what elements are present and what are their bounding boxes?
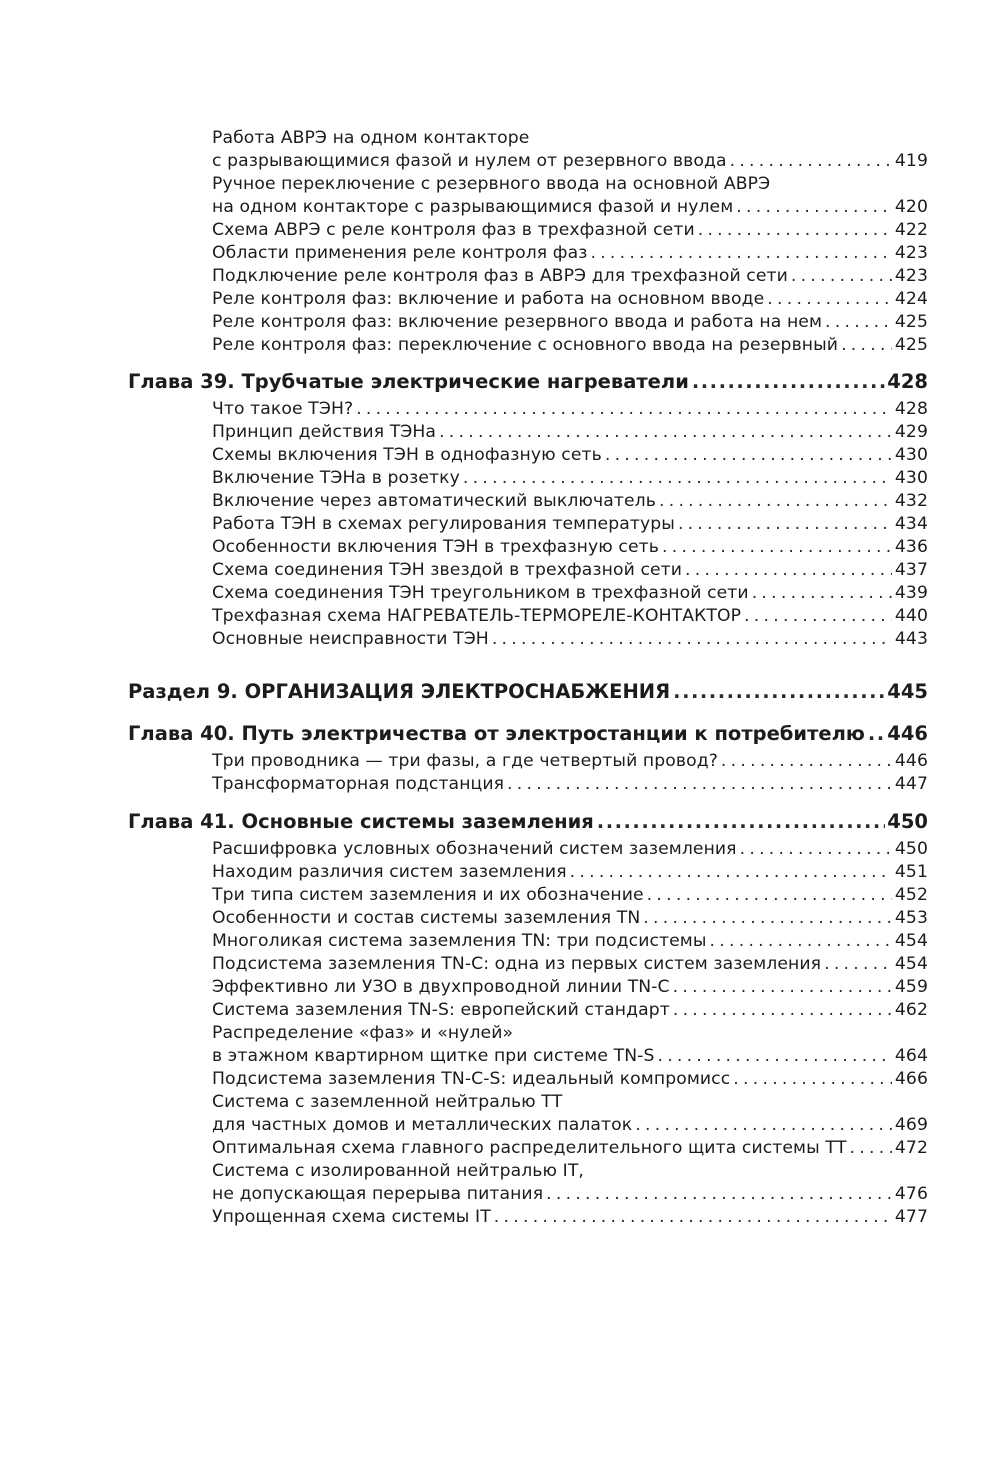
toc-entry-title: Упрощенная схема системы IT bbox=[212, 1207, 491, 1227]
toc-entry-page: 436 bbox=[894, 537, 928, 557]
leader-dots bbox=[824, 953, 892, 976]
toc-entry bbox=[212, 628, 928, 651]
toc-entry-title: Ручное переключение с резервного ввода на основной АВРЭ bbox=[212, 174, 771, 194]
toc-entry bbox=[212, 559, 928, 582]
leader-dots bbox=[850, 1137, 892, 1160]
toc-entry-page: 450 bbox=[894, 839, 928, 859]
toc-chapter-heading bbox=[128, 368, 928, 396]
toc-entry-page: 459 bbox=[894, 977, 928, 997]
leader-dots bbox=[507, 773, 892, 796]
toc-entry-title: Схема соединения ТЭН треугольником в трехфазной сети bbox=[212, 583, 749, 603]
toc-entry-page: 451 bbox=[894, 862, 928, 882]
leader-dots bbox=[733, 1068, 892, 1091]
toc-chapter-heading bbox=[128, 720, 928, 748]
leader-dots bbox=[692, 368, 885, 396]
toc-entry bbox=[212, 219, 928, 242]
leader-dots bbox=[868, 720, 885, 748]
toc-entry bbox=[212, 582, 928, 605]
toc-entry-title: на одном контакторе с разрывающимися фазой и нулем bbox=[212, 197, 734, 217]
leader-dots bbox=[492, 628, 892, 651]
toc-entry bbox=[212, 1022, 928, 1045]
toc-entry-title: Трансформаторная подстанция bbox=[212, 774, 505, 794]
toc-entry-page: 437 bbox=[894, 560, 928, 580]
toc-entry-page: 446 bbox=[894, 751, 928, 771]
toc-entry-page: 428 bbox=[894, 399, 928, 419]
toc-entry-page: 419 bbox=[894, 151, 928, 171]
toc-heading-page: 428 bbox=[887, 370, 928, 393]
toc-entry bbox=[212, 999, 928, 1022]
toc-entry bbox=[212, 1068, 928, 1091]
toc-heading-page: 446 bbox=[887, 722, 928, 745]
toc-entry-page: 466 bbox=[894, 1069, 928, 1089]
toc-entry-title: Что такое ТЭН? bbox=[212, 399, 354, 419]
toc-entry-title: с разрывающимися фазой и нулем от резервного ввода bbox=[212, 151, 727, 171]
toc-entry bbox=[212, 490, 928, 513]
toc-entry bbox=[212, 150, 928, 173]
toc-entry bbox=[212, 421, 928, 444]
toc-entry bbox=[212, 288, 928, 311]
toc-entry-title: Система с изолированной нейтралью IT, bbox=[212, 1161, 584, 1181]
toc-entry bbox=[212, 173, 928, 196]
toc-entry bbox=[212, 1137, 928, 1160]
toc-entry-title: Работа ТЭН в схемах регулирования температуры bbox=[212, 514, 675, 534]
leader-dots bbox=[710, 930, 892, 953]
leader-dots bbox=[647, 884, 892, 907]
leader-dots bbox=[356, 398, 892, 421]
toc-entry-title: Подсистема заземления TN-C-S: идеальный компромисс bbox=[212, 1069, 731, 1089]
toc-entry-page: 472 bbox=[894, 1138, 928, 1158]
leader-dots bbox=[635, 1114, 892, 1137]
toc-entry bbox=[212, 1114, 928, 1137]
leader-dots bbox=[698, 219, 892, 242]
leader-dots bbox=[841, 334, 892, 357]
toc-entry-title: Система с заземленной нейтралью ТТ bbox=[212, 1092, 563, 1112]
toc-entry-page: 469 bbox=[894, 1115, 928, 1135]
toc-entry-title: не допускающая перерыва питания bbox=[212, 1184, 544, 1204]
toc-chapter-heading bbox=[128, 808, 928, 836]
toc-entry-page: 423 bbox=[894, 266, 928, 286]
leader-dots bbox=[494, 1206, 892, 1229]
leader-dots bbox=[662, 536, 892, 559]
toc-entry-title: Включение ТЭНа в розетку bbox=[212, 468, 460, 488]
toc-entry bbox=[212, 930, 928, 953]
toc-entry bbox=[212, 444, 928, 467]
toc-entry bbox=[212, 467, 928, 490]
leader-dots bbox=[791, 265, 892, 288]
toc-entry bbox=[212, 334, 928, 357]
leader-dots bbox=[659, 490, 892, 513]
toc-entry-page: 443 bbox=[894, 629, 928, 649]
toc-section-heading bbox=[128, 678, 928, 706]
toc-entry-title: Особенности и состав системы заземления TN bbox=[212, 908, 641, 928]
toc-entry bbox=[212, 1091, 928, 1114]
toc-entry bbox=[212, 773, 928, 796]
toc-entry-title: Особенности включения ТЭН в трехфазную сеть bbox=[212, 537, 659, 557]
toc-entry bbox=[212, 884, 928, 907]
leader-dots bbox=[673, 678, 885, 706]
toc-entry bbox=[212, 536, 928, 559]
toc-entry-page: 423 bbox=[894, 243, 928, 263]
leader-dots bbox=[736, 196, 892, 219]
toc-entry bbox=[212, 976, 928, 999]
toc-entry-page: 464 bbox=[894, 1046, 928, 1066]
toc-entry-title: Принцип действия ТЭНа bbox=[212, 422, 437, 442]
toc-entry-title: Основные неисправности ТЭН bbox=[212, 629, 489, 649]
toc-entry bbox=[212, 265, 928, 288]
leader-dots bbox=[439, 421, 892, 444]
toc-entry bbox=[212, 127, 928, 150]
leader-dots bbox=[570, 861, 892, 884]
toc-entry-title: Оптимальная схема главного распределительного щита системы ТТ bbox=[212, 1138, 847, 1158]
toc-entry-title: Три типа систем заземления и их обозначение bbox=[212, 885, 644, 905]
toc-entry-title: Трехфазная схема НАГРЕВАТЕЛЬ-ТЕРМОРЕЛЕ-КОНТАКТОР bbox=[212, 606, 742, 626]
toc-entry-page: 452 bbox=[894, 885, 928, 905]
toc-entry-page: 453 bbox=[894, 908, 928, 928]
toc-entry-page: 425 bbox=[894, 335, 928, 355]
toc-entry-title: Реле контроля фаз: включение резервного ввода и работа на нем bbox=[212, 312, 823, 332]
toc-heading-title: Раздел 9. ОРГАНИЗАЦИЯ ЭЛЕКТРОСНАБЖЕНИЯ bbox=[128, 680, 671, 703]
toc-entry-title: Три проводника — три фазы, а где четвертый провод? bbox=[212, 751, 718, 771]
toc-entry-page: 439 bbox=[894, 583, 928, 603]
toc-heading-title: Глава 41. Основные системы заземления bbox=[128, 810, 594, 833]
leader-dots bbox=[721, 750, 892, 773]
toc-entry-title: Находим различия систем заземления bbox=[212, 862, 567, 882]
toc-entry-page: 434 bbox=[894, 514, 928, 534]
toc-entry-page: 447 bbox=[894, 774, 928, 794]
toc-entry-title: Включение через автоматический выключатель bbox=[212, 491, 656, 511]
leader-dots bbox=[546, 1183, 892, 1206]
toc-entry bbox=[212, 861, 928, 884]
leader-dots bbox=[643, 907, 892, 930]
toc-entry-title: Эффективно ли УЗО в двухпроводной линии TN-C bbox=[212, 977, 670, 997]
toc-entry-title: Подсистема заземления TN-C: одна из первых систем заземления bbox=[212, 954, 822, 974]
leader-dots bbox=[657, 1045, 892, 1068]
leader-dots bbox=[678, 513, 892, 536]
leader-dots bbox=[605, 444, 892, 467]
toc-entry-page: 424 bbox=[894, 289, 928, 309]
toc-entry bbox=[212, 907, 928, 930]
toc-entry-page: 440 bbox=[894, 606, 928, 626]
toc-entry-title: Реле контроля фаз: переключение с основного ввода на резервный bbox=[212, 335, 839, 355]
toc-entry-page: 429 bbox=[894, 422, 928, 442]
toc-heading-title: Глава 39. Трубчатые электрические нагреватели bbox=[128, 370, 689, 393]
leader-dots bbox=[673, 976, 892, 999]
toc-entry-title: в этажном квартирном щитке при системе TN-S bbox=[212, 1046, 655, 1066]
toc-entry bbox=[212, 311, 928, 334]
leader-dots bbox=[590, 242, 892, 265]
toc-entry bbox=[212, 1160, 928, 1183]
toc-entry bbox=[212, 953, 928, 976]
toc-entry bbox=[212, 398, 928, 421]
toc-entry-page: 425 bbox=[894, 312, 928, 332]
toc-entry-title: Схема соединения ТЭН звездой в трехфазной сети bbox=[212, 560, 683, 580]
leader-dots bbox=[767, 288, 892, 311]
toc-entry-page: 430 bbox=[894, 445, 928, 465]
toc-heading-title: Глава 40. Путь электричества от электростанции к потребителю bbox=[128, 722, 865, 745]
toc-entry-title: Распределение «фаз» и «нулей» bbox=[212, 1023, 514, 1043]
toc-entry-title: Реле контроля фаз: включение и работа на основном вводе bbox=[212, 289, 765, 309]
toc-entry-page: 477 bbox=[894, 1207, 928, 1227]
toc-entry-page: 420 bbox=[894, 197, 928, 217]
toc-entry-page: 476 bbox=[894, 1184, 928, 1204]
toc-entry-title: Многоликая система заземления TN: три подсистемы bbox=[212, 931, 707, 951]
toc-entry bbox=[212, 513, 928, 536]
leader-dots bbox=[685, 559, 892, 582]
toc-entry bbox=[212, 605, 928, 628]
toc-entry bbox=[212, 196, 928, 219]
toc-entry bbox=[212, 1183, 928, 1206]
toc-entry-page: 422 bbox=[894, 220, 928, 240]
toc-entry-title: Работа АВРЭ на одном контакторе bbox=[212, 128, 530, 148]
toc-entry-title: Подключение реле контроля фаз в АВРЭ для трехфазной сети bbox=[212, 266, 788, 286]
toc-entry-title: Система заземления TN-S: европейский стандарт bbox=[212, 1000, 670, 1020]
toc-entry-title: Схема АВРЭ с реле контроля фаз в трехфазной сети bbox=[212, 220, 695, 240]
leader-dots bbox=[463, 467, 892, 490]
toc-entry bbox=[212, 750, 928, 773]
toc-entry bbox=[212, 838, 928, 861]
leader-dots bbox=[597, 808, 886, 836]
leader-dots bbox=[825, 311, 892, 334]
toc-entry-page: 454 bbox=[894, 954, 928, 974]
toc-entry-title: для частных домов и металлических палаток bbox=[212, 1115, 633, 1135]
toc-entry bbox=[212, 1206, 928, 1229]
leader-dots bbox=[730, 150, 892, 173]
toc-entry-page: 432 bbox=[894, 491, 928, 511]
toc-entry-page: 454 bbox=[894, 931, 928, 951]
toc-entry-page: 462 bbox=[894, 1000, 928, 1020]
toc-entry-title: Области применения реле контроля фаз bbox=[212, 243, 588, 263]
leader-dots bbox=[673, 999, 892, 1022]
leader-dots bbox=[740, 838, 892, 861]
toc-entry bbox=[212, 1045, 928, 1068]
leader-dots bbox=[744, 605, 892, 628]
toc-entry-title: Схемы включения ТЭН в однофазную сеть bbox=[212, 445, 602, 465]
toc-heading-page: 450 bbox=[887, 810, 928, 833]
toc-entry-title: Расшифровка условных обозначений систем заземления bbox=[212, 839, 737, 859]
leader-dots bbox=[752, 582, 892, 605]
toc-entry bbox=[212, 242, 928, 265]
toc-entry-page: 430 bbox=[894, 468, 928, 488]
toc-heading-page: 445 bbox=[887, 680, 928, 703]
